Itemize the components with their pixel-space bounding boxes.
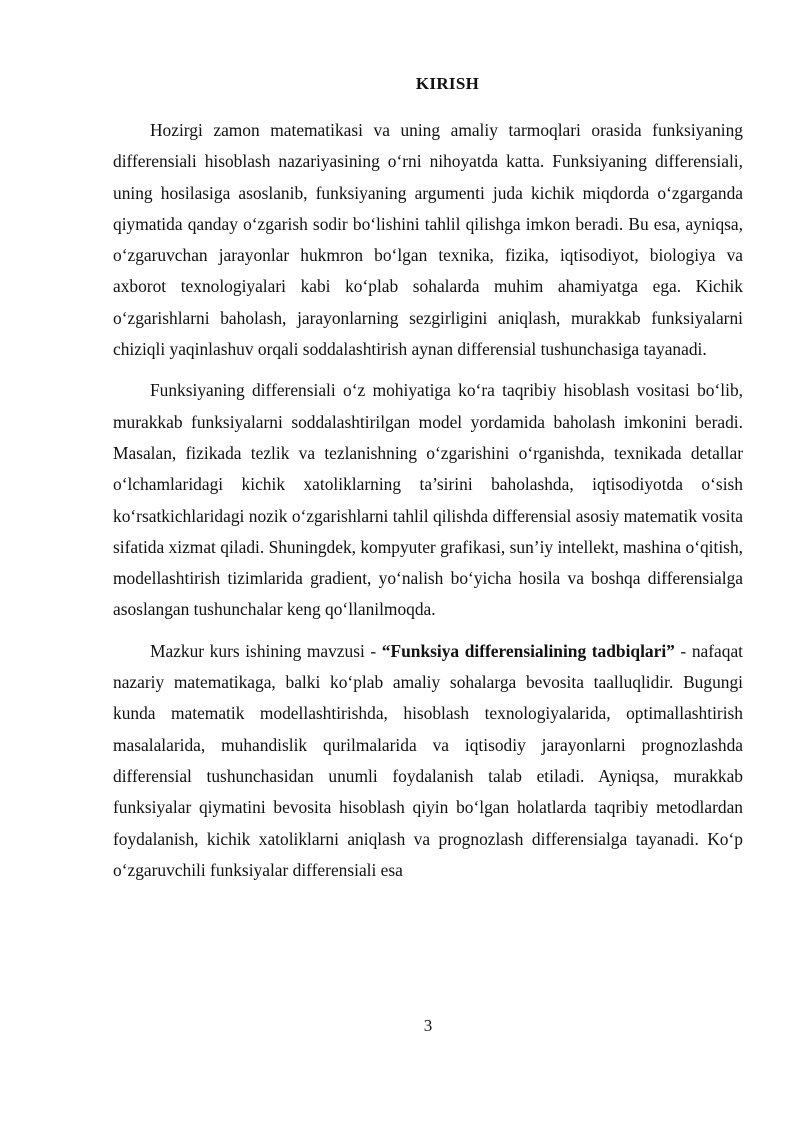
- section-heading: KIRISH: [415, 74, 480, 93]
- paragraph-3: [113, 636, 743, 886]
- paragraph-3-rest: - nafaqat nazariy matematikaga, balki ko‘plab amaliy sohalarga bevosita taalluqlidir. Bugungi kunda matematik modellashtirishda, hisoblash texnologiyalarida, optimallashtirish masalalarida, muhandislik qurilmalarida va iqtisodiy jarayonlarni prognozlashda differensial tushunchasidan unumli foydalanish talab etiladi. Ayniqsa, murakkab funksiyalar qiymatini bevosita hisoblash qiyin bo‘lgan holatlarda taqribiy metodlardan foydalanish, kichik xatoliklarni aniqlash va prognozlash differensialga tayanadi. Ko‘p o‘zgaruvchili funksiyalar differensiali esa: [113, 640, 743, 880]
- paragraph-1: Hozirgi zamon matematikasi va uning amaliy tarmoqlari orasida funksiyaning differensiali hisoblash nazariyasining o‘rni nihoyatda katta. Funksiyaning differensiali, uning hosilasiga asoslanib, funksiyaning argumenti juda kichik miqdorda o‘zgarganda qiymatida qanday o‘zgarish sodir bo‘lishini tahlil qilishga imkon beradi. Bu esa, ayniqsa, o‘zgaruvchan jarayonlar hukmron bo‘lgan texnika, fizika, iqtisodiyot, biologiya va axborot texnologiyalari kabi ko‘plab sohalarda muhim ahamiyatga ega. Kichik o‘zgarishlarni baholash, jarayonlarning sezgirligini aniqlash, murakkab funksiyalarni chiziqli yaqinlashuv orqali soddalashtirish aynan differensial tushunchasiga tayanadi.: [113, 120, 743, 360]
- course-topic-title: “Funksiya differensialining tadbiqlari”: [381, 640, 675, 661]
- body-text: [113, 115, 743, 896]
- paragraph-2: Funksiyaning differensiali o‘z mohiyatiga ko‘ra taqribiy hisoblash vositasi bo‘lib, murakkab funksiyalarni soddalashtirilgan model yordamida baholash imkonini beradi. Masalan, fizikada tezlik va tezlanishning o‘zgarishini o‘rganishda, texnikada detallar o‘lchamlaridagi kichik xatoliklarning ta’sirini baholashda, iqtisodiyotda o‘sish ko‘rsatkichlaridagi nozik o‘zgarishlarni tahlil qilishda differensial asosiy matematik vosita sifatida xizmat qiladi. Shuningdek, kompyuter grafikasi, sun’iy intellekt, mashina o‘qitish, modellashtirish tizimlarida gradient, yo‘nalish bo‘yicha hosila va boshqa differensialga asoslangan tushunchalar keng qo‘llanilmoqda.: [113, 380, 743, 620]
- page-number: 3: [423, 1016, 433, 1035]
- paragraph-3-lead: Mazkur kurs ishining mavzusi -: [150, 640, 382, 661]
